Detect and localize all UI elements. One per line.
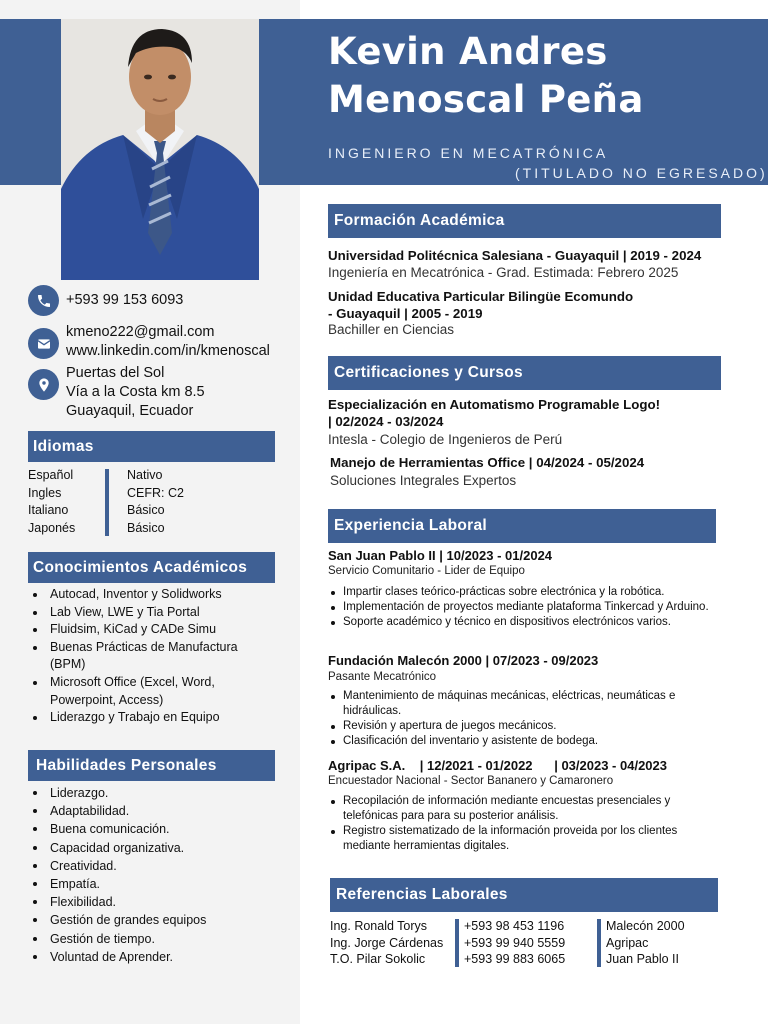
certification-issuer: Intesla - Colegio de Ingenieros de Perú [328, 432, 563, 447]
idiomas-heading: Idiomas [28, 431, 275, 462]
language-row [28, 520, 278, 538]
reference-phone[interactable]: +593 99 940 5559 [464, 935, 566, 950]
idiomas-list [28, 467, 278, 537]
list-item: Adaptabilidad. [30, 802, 206, 820]
list-item: Liderazgo. [30, 784, 206, 802]
language-name: Ingles [28, 485, 62, 500]
language-row [28, 502, 278, 520]
list-item: Buena comunicación. [30, 820, 206, 838]
linkedin-link[interactable]: www.linkedin.com/in/kmenoscal [66, 343, 270, 359]
reference-name: Ing. Ronald Torys [330, 919, 428, 933]
list-item-continuation: Powerpoint, Access) [50, 692, 164, 707]
referencias-heading: Referencias Laborales [330, 878, 718, 912]
list-item-continuation: (BPM) [50, 657, 86, 672]
address-line-1: Puertas del Sol [66, 365, 165, 381]
list-item: Gestión de grandes equipos [30, 911, 206, 929]
certification-title: Especialización en Automatismo Programable Logo! [328, 397, 660, 412]
list-item: Empatía. [30, 875, 206, 893]
reference-name: Ing. Jorge Cárdenas [330, 935, 444, 950]
address-line-2: Vía a la Costa km 8.5 [66, 384, 205, 400]
language-level: Básico [127, 520, 165, 535]
reference-phones [464, 918, 565, 968]
reference-divider [597, 919, 601, 967]
list-item: Lab View, LWE y Tia Portal [30, 604, 238, 622]
list-item: Fluidsim, KiCad y CADe Simu [30, 621, 238, 639]
habilidades-list [30, 784, 206, 966]
profile-photo [61, 19, 259, 280]
list-item: Liderazgo y Trabajo en Equipo [30, 709, 238, 727]
language-name: Italiano [28, 503, 69, 517]
list-item: Implementación de proyectos mediante plataforma Tinkercad y Arduino. [328, 600, 718, 615]
email-icon [28, 328, 59, 359]
list-item: Gestión de tiempo. [30, 930, 206, 948]
location-icon [28, 369, 59, 400]
reference-company: Agripac [606, 935, 649, 950]
language-name: Español [28, 468, 74, 482]
education-subtitle: Ingeniería en Mecatrónica - Grad. Estimada: Febrero 2025 [328, 265, 679, 280]
formacion-heading: Formación Académica [328, 204, 721, 238]
certificaciones-heading: Certificaciones y Cursos [328, 356, 721, 390]
certification-title: Manejo de Herramientas Office | 04/2024 - 05/2024 [330, 455, 645, 470]
list-item: Capacidad organizativa. [30, 839, 206, 857]
language-row [28, 467, 278, 485]
certification-issuer: Soluciones Integrales Expertos [330, 473, 517, 488]
conocimientos-list [30, 586, 238, 727]
reference-company: Malecón 2000 [606, 919, 685, 933]
reference-divider [455, 919, 459, 967]
list-item: Revisión y apertura de juegos mecánicos. [328, 719, 718, 734]
list-item: Microsoft Office (Excel, Word, [30, 674, 238, 692]
habilidades-heading: Habilidades Personales [28, 750, 275, 781]
list-item: Soporte académico y técnico en dispositivos electrónicos varios. [328, 615, 718, 630]
list-item: Mantenimiento de máquinas mecánicas, eléctricas, neumáticas e hidráulicas. [328, 689, 718, 719]
job-role: Servicio Comunitario - Lider de Equipo [328, 565, 525, 577]
education-title: Universidad Politécnica Salesiana - Guayaquil | 2019 - 2024 [328, 248, 702, 263]
phone-icon [28, 285, 59, 316]
list-item: Registro sistematizado de la información proveida por los clientes mediante herramientas digitales. [328, 824, 716, 854]
job-duties [328, 585, 718, 630]
list-item: Voluntad de Aprender. [30, 948, 206, 966]
reference-phone[interactable]: +593 99 883 6065 [464, 952, 566, 966]
education-title: Unidad Educativa Particular Bilingüe Ecomundo [328, 289, 634, 304]
name-line-2: Menoscal Peña [328, 78, 644, 121]
job-duties [328, 794, 716, 854]
email-address[interactable]: kmeno222@gmail.com [66, 324, 215, 340]
job-title-line-2: (TITULADO NO EGRESADO) [515, 165, 768, 181]
list-item: Buenas Prácticas de Manufactura [30, 639, 238, 657]
job-title: Agripac S.A. | 12/2021 - 01/2022 | 03/2023 - 04/2023 [328, 758, 667, 773]
language-level: Nativo [127, 468, 163, 482]
language-row [28, 485, 278, 503]
language-level: CEFR: C2 [127, 485, 184, 500]
address-line-3: Guayaquil, Ecuador [66, 403, 194, 419]
job-role: Encuestador Nacional - Sector Bananero y Camaronero [328, 775, 614, 787]
experiencia-heading: Experiencia Laboral [328, 509, 716, 543]
education-subtitle: Bachiller en Ciencias [328, 322, 455, 337]
name-line-1: Kevin Andres [328, 30, 608, 73]
list-item: Impartir clases teórico-prácticas sobre electrónica y la robótica. [328, 585, 718, 600]
list-item: Recopilación de información mediante encuestas presenciales y telefónicas para para su posterior análisis. [328, 794, 716, 824]
reference-names [330, 918, 443, 968]
conocimientos-heading: Conocimientos Académicos [28, 552, 275, 583]
job-title: Fundación Malecón 2000 | 07/2023 - 09/2023 [328, 653, 599, 668]
education-title-continued: - Guayaquil | 2005 - 2019 [328, 306, 483, 321]
reference-company: Juan Pablo II [606, 952, 679, 966]
certification-title-continued: | 02/2024 - 03/2024 [328, 414, 444, 429]
full-name [328, 28, 758, 124]
list-item: Clasificación del inventario y asistente de bodega. [328, 734, 718, 749]
list-item: Autocad, Inventor y Solidworks [30, 586, 238, 604]
job-duties [328, 689, 718, 749]
language-name: Japonés [28, 520, 76, 535]
job-title: San Juan Pablo II | 10/2023 - 01/2024 [328, 548, 553, 563]
phone-number[interactable]: +593 99 153 6093 [66, 292, 184, 308]
reference-companies [606, 918, 685, 968]
job-role: Pasante Mecatrónico [328, 671, 437, 683]
reference-name: T.O. Pilar Sokolic [330, 952, 426, 966]
list-item: Creatividad. [30, 857, 206, 875]
job-title-line-1: INGENIERO EN MECATRÓNICA [328, 145, 609, 161]
reference-phone[interactable]: +593 98 453 1196 [464, 919, 565, 933]
language-level: Básico [127, 503, 165, 517]
list-item: Flexibilidad. [30, 893, 206, 911]
